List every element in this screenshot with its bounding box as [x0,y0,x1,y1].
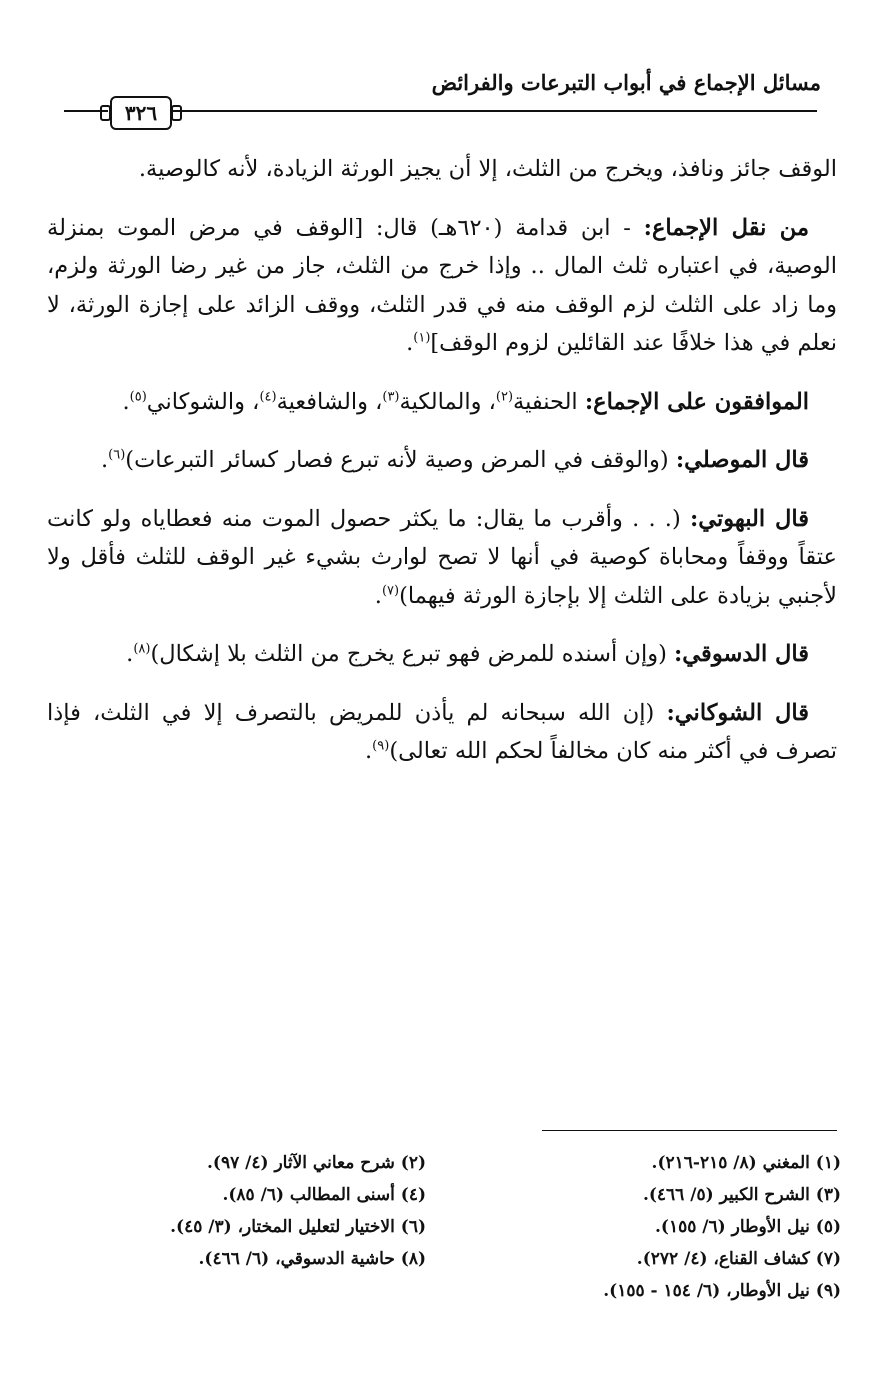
paragraph-text: ، والمالكية [399,388,496,415]
header-rule-left [64,110,108,112]
page-number: ٣٢٦ [124,101,158,125]
running-title: مسائل الإجماع في أبواب التبرعات والفرائض [431,70,821,95]
paragraph-heading: قال الدسوقي: [674,641,809,667]
paragraph-text: (وإن أسنده للمرض فهو تبرع يخرج من الثلث بلا إشكال) [150,641,674,667]
footnote-8: (٨) حاشية الدسوقي، (٦/ ٤٦٦). [198,1249,426,1269]
paragraph-text: ، والشوكاني [146,388,260,415]
paragraph-agreeing-schools [47,383,837,422]
footnote-ref: (٨) [133,641,151,657]
paragraph-heading: من نقل الإجماع: [643,214,809,241]
footnote-3: (٣) الشرح الكبير (٥/ ٤٦٦). [642,1185,841,1205]
paragraph-heading: قال الموصلي: [675,447,809,473]
footnote-5: (٥) نيل الأوطار (٦/ ١٥٥). [655,1217,841,1237]
footnote-ref: (٩) [372,738,390,754]
paragraph-end: . [374,582,382,609]
paragraph-end: . [406,330,414,356]
paragraph-text: (إن الله سبحانه لم يأذن للمريض بالتصرف إلا في الثلث، فإذا تصرف في أكثر منه كان مخالفاً لحكم الله تعالى) [47,699,837,764]
footnote-9: (٩) نيل الأوطار، (٦/ ١٥٤ - ١٥٥). [603,1281,841,1301]
main-text [47,150,837,791]
paragraph-text: - ابن قدامة (٦٢٠هـ) قال: [الوقف في مرض الموت بمنزلة الوصية، في اعتباره ثلث المال .. وإذا خرج من الثلث، جاز من غير رضا الورثة ولزم، وما زاد على الثلث لزم الوقف منه في قدر الثلث، ووقف الزائد على إجازة الورثة، لا نعلم في هذا خلافًا عند القائلين لزوم الوقف] [47,214,837,356]
paragraph-end: . [126,641,134,667]
footnote-separator [542,1130,837,1131]
paragraph-text: الوقف جائز ونافذ، ويخرج من الثلث، إلا أن يجيز الورثة الزيادة، لأنه كالوصية. [138,156,837,182]
paragraph-heading: قال البهوتي: [689,505,809,532]
footnote-ref: (٧) [381,583,400,598]
paragraph-dasuqi [47,635,837,674]
paragraph-text: (والوقف في المرض وصية لأنه تبرع فصار كسائر التبرعات) [125,447,676,473]
header-rule-right [172,110,817,112]
footnote-ref: (٣) [382,389,400,404]
footnote-ref: (٥) [129,389,147,404]
footnote-ref: (٤) [259,389,277,404]
footnote-4: (٤) أسنى المطالب (٦/ ٨٥). [222,1185,426,1205]
paragraph-intro [47,150,837,189]
paragraph-mawsili [47,441,837,480]
paragraph-shawkani [47,694,837,771]
footnotes [51,1147,841,1307]
footnote-ref: (٢) [495,389,514,404]
footnote-1: (١) المغني (٨/ ٢١٥-٢١٦). [651,1153,841,1173]
paragraph-text: الحنفية [513,388,585,415]
footnote-ref: (٦) [108,447,126,463]
paragraph-text: ، والشافعية [276,388,383,415]
page-number-box [110,96,172,130]
paragraph-end: . [122,388,130,415]
footnote-2: (٢) شرح معاني الآثار (٤/ ٩٧). [207,1153,426,1173]
paragraph-end: . [365,738,373,764]
paragraph-text: (. . . وأقرب ما يقال: ما يكثر حصول الموت منه فعطاياه ولو كانت عتقاً ووقفاً ومحاباة كوصية في أنها لا تصح لوارث بشيء غير الوقف للثلث فأقل ولا لأجنبي بزيادة على الثلث إلا بإجازة الورثة فيهما) [47,505,837,609]
footnote-6: (٦) الاختيار لتعليل المختار، (٣/ ٤٥). [170,1217,426,1237]
paragraph-buhuti [47,500,837,616]
footnote-ref: (١) [413,330,431,346]
paragraph-consensus-transmitter [47,209,837,363]
paragraph-heading: الموافقون على الإجماع: [584,388,809,415]
paragraph-heading: قال الشوكاني: [666,699,809,726]
footnote-7: (٧) كشاف القناع، (٤/ ٢٧٢). [636,1249,841,1269]
paragraph-end: . [101,447,109,473]
